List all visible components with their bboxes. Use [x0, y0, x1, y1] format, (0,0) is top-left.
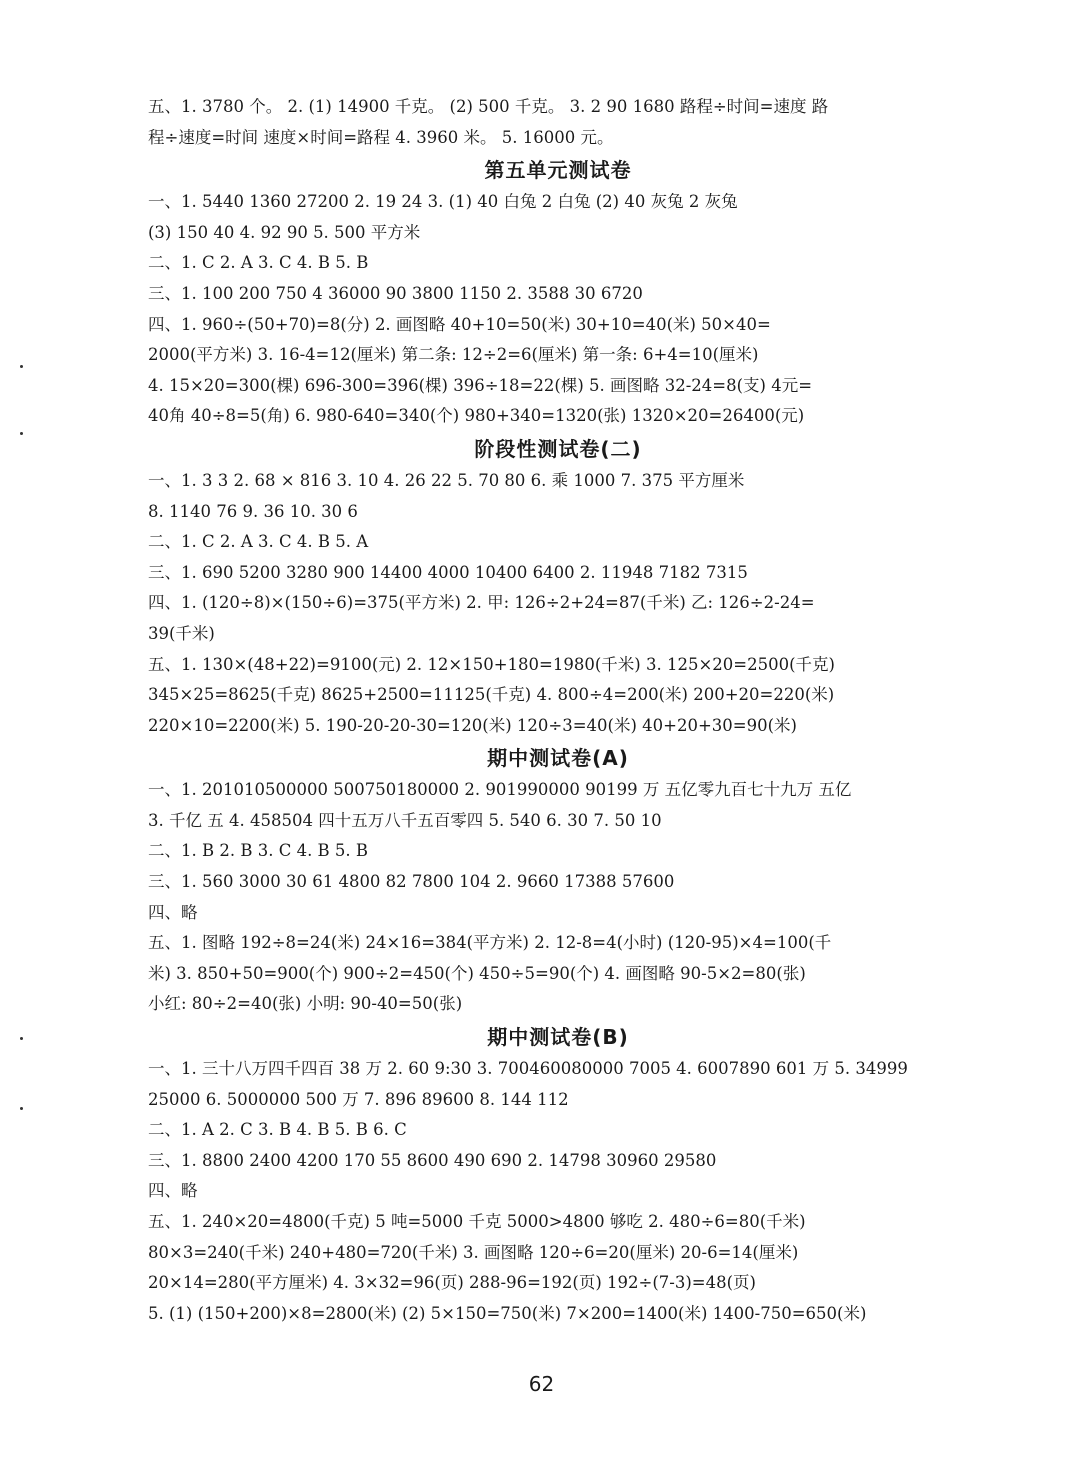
- answer-line: 三、1. 690 5200 3280 900 14400 4000 10400 6400 2. 11948 7182 7315: [148, 562, 748, 582]
- answer-line: 四、略: [148, 902, 198, 922]
- answer-line: 二、1. C 2. A 3. C 4. B 5. A: [148, 532, 369, 552]
- answer-page: [148, 92, 968, 1329]
- answer-line: 39(千米): [148, 623, 215, 643]
- answer-line: (3) 150 40 4. 92 90 5. 500 平方米: [148, 222, 421, 242]
- answer-line: 五、1. 240×20=4800(千克) 5 吨=5000 千克 5000>4800 够吃 2. 480÷6=80(千米): [148, 1212, 806, 1231]
- answer-line: 程÷速度=时间 速度×时间=路程 4. 3960 米。 5. 16000 元。: [148, 127, 614, 147]
- answer-line: 四、1. (120÷8)×(150÷6)=375(平方米) 2. 甲: 126÷2+24=87(千米) 乙: 126÷2-24=: [148, 593, 815, 613]
- answer-line: 米) 3. 850+50=900(个) 900÷2=450(个) 450÷5=90(个) 4. 画图略 90-5×2=80(张): [148, 963, 806, 983]
- answer-line: 8. 1140 76 9. 36 10. 30 6: [148, 501, 358, 521]
- answer-line: 二、1. A 2. C 3. B 4. B 5. B 6. C: [148, 1120, 407, 1140]
- answer-line: 5. (1) (150+200)×8=2800(米) (2) 5×150=750(米) 7×200=1400(米) 1400-750=650(米): [148, 1303, 867, 1323]
- scan-speck: [20, 432, 23, 435]
- unit5-section: [148, 153, 968, 432]
- answer-line: 一、1. 5440 1360 27200 2. 19 24 3. (1) 40 白兔 2 白兔 (2) 40 灰兔 2 灰兔: [148, 192, 738, 212]
- answer-line: 220×10=2200(米) 5. 190-20-20-30=120(米) 120÷3=40(米) 40+20+30=90(米): [148, 715, 797, 735]
- answer-line: 五、1. 130×(48+22)=9100(元) 2. 12×150+180=1980(千米) 3. 125×20=2500(千克): [148, 654, 835, 674]
- answer-line: 三、1. 8800 2400 4200 170 55 8600 490 690 2. 14798 30960 29580: [148, 1150, 717, 1170]
- answer-line: 三、1. 560 3000 30 61 4800 82 7800 104 2. 9660 17388 57600: [148, 872, 675, 892]
- answer-line: 20×14=280(平方厘米) 4. 3×32=96(页) 288-96=192(页) 192÷(7-3)=48(页): [148, 1273, 756, 1293]
- answer-line: 二、1. B 2. B 3. C 4. B 5. B: [148, 841, 369, 861]
- answer-line: 二、1. C 2. A 3. C 4. B 5. B: [148, 253, 369, 273]
- answer-line: 一、1. 201010500000 500750180000 2. 901990000 90199 万 五亿零九百七十九万 五亿: [148, 780, 852, 800]
- answer-line: 四、略: [148, 1181, 198, 1201]
- section-title: 第五单元测试卷: [484, 158, 632, 183]
- answer-line: 4. 15×20=300(棵) 696-300=396(棵) 396÷18=22(棵) 5. 画图略 32-24=8(支) 4元=: [148, 375, 813, 395]
- section-title: 期中测试卷(B): [487, 1025, 629, 1050]
- midterm-b-section: [148, 1020, 968, 1329]
- answer-line: 一、1. 三十八万四千四百 38 万 2. 60 9:30 3. 700460080000 7005 4. 6007890 601 万 5. 34999: [148, 1059, 908, 1079]
- answer-line: 五、1. 图略 192÷8=24(米) 24×16=384(平方米) 2. 12-8=4(小时) (120-95)×4=100(千: [148, 933, 832, 953]
- answer-line: 25000 6. 5000000 500 万 7. 896 89600 8. 144 112: [148, 1089, 569, 1109]
- section-title: 期中测试卷(A): [487, 746, 629, 771]
- answer-line: 小红: 80÷2=40(张) 小明: 90-40=50(张): [148, 994, 463, 1014]
- section-title: 阶段性测试卷(二): [474, 436, 642, 461]
- scan-speck: [20, 1107, 23, 1110]
- answer-line: 3. 千亿 五 4. 458504 四十五万八千五百零四 5. 540 6. 30 7. 50 10: [148, 810, 662, 830]
- page-number: 62: [528, 1372, 555, 1396]
- midterm-a-section: [148, 741, 968, 1020]
- answer-line: 345×25=8625(千克) 8625+2500=11125(千克) 4. 800÷4=200(米) 200+20=220(米): [148, 685, 835, 705]
- scan-speck: [20, 1037, 23, 1040]
- prev-section-tail: [148, 92, 968, 153]
- answer-line: 40角 40÷8=5(角) 6. 980-640=340(个) 980+340=1320(张) 1320×20=26400(元): [148, 406, 805, 426]
- answer-line: 四、1. 960÷(50+70)=8(分) 2. 画图略 40+10=50(米) 30+10=40(米) 50×40=: [148, 314, 771, 334]
- answer-line: 五、1. 3780 个。 2. (1) 14900 千克。 (2) 500 千克。 3. 2 90 1680 路程÷时间=速度 路: [148, 97, 829, 116]
- scan-speck: [20, 365, 23, 368]
- stage2-section: [148, 432, 968, 741]
- answer-line: 80×3=240(千米) 240+480=720(千米) 3. 画图略 120÷6=20(厘米) 20-6=14(厘米): [148, 1242, 799, 1262]
- answer-line: 2000(平方米) 3. 16-4=12(厘米) 第二条: 12÷2=6(厘米) 第一条: 6+4=10(厘米): [148, 345, 759, 365]
- answer-line: 一、1. 3 3 2. 68 × 816 3. 10 4. 26 22 5. 70 80 6. 乘 1000 7. 375 平方厘米: [148, 470, 745, 490]
- answer-line: 三、1. 100 200 750 4 36000 90 3800 1150 2. 3588 30 6720: [148, 283, 643, 303]
